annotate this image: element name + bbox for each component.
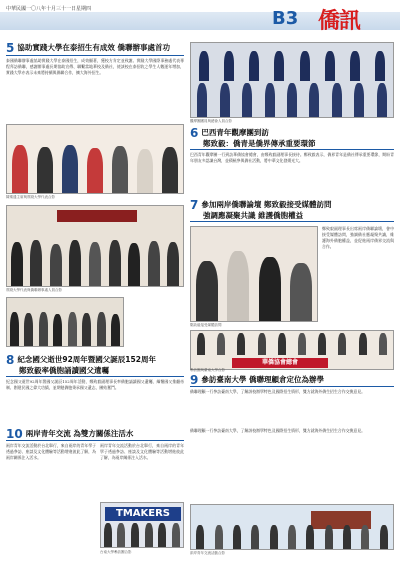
article-7-subtitle: 強調應凝聚共識 維護僑胞權益 <box>203 211 304 220</box>
article-9-headline: 9 參訪臺南大學 僑聯理顧倉定位為辦學 <box>190 372 324 387</box>
store-sign: TMAKERS <box>105 507 181 521</box>
article-9-photo <box>190 504 394 550</box>
article-9-caption: 參訪團與臺南大學合影 <box>190 368 225 372</box>
article-10-caption-2: 兩岸青年交流活動合影 <box>190 551 225 555</box>
article-8-headline: 8 紀念國父逝世92周年暨國父誕辰152周年 <box>6 352 156 367</box>
divider <box>6 55 184 56</box>
article-6-caption: 觀摩團團員與總會人員合影 <box>190 119 232 123</box>
article-5-photo-1 <box>6 124 184 194</box>
article-9-body: 僑聯理顧一行參訪臺南大學，了解該校辦學特色及國際招生情形，雙方就海外僑生招生合作交換意見。 <box>190 389 366 394</box>
masthead-title: 僑訊 <box>318 8 361 34</box>
divider <box>6 376 184 377</box>
article-5-photo-2 <box>6 205 184 287</box>
article-7-caption: 鄭致毅接受媒體訪問 <box>190 323 222 327</box>
event-banner: 華僑協會總會 <box>232 358 328 368</box>
article-6-subtitle: 鄭致毅：僑青是僑界傳承重要環節 <box>203 139 316 148</box>
banner-sign <box>57 210 137 222</box>
article-6-body: 巴西青年觀摩團一行到訪華僑協會總會，由鄭致毅副理事長接待。鄭致毅表示，僑界青年是僑社傳承重要環節，期盼青年朋友多認識台灣，並積極參與僑社活動，將中華文化發揚光大。 <box>190 152 394 164</box>
divider <box>190 386 394 387</box>
article-5-body: 泰國僑聯辦事處協助實踐大學在泰國招生，成效顯著，獲校方肯定並致謝。實踐大學國際事務處代表專程拜訪僑聯，感謝辦事處長期協助宣傳、聯繫當地華校及僑社，使該校在泰招收之學生人數逐年增加，實踐大學亦表示未來將持續與僑聯合作，擴大海外招生。 <box>6 58 184 76</box>
article-10-caption-1: 台南大學參訪團合影 <box>100 550 132 554</box>
page-number: B3 <box>272 8 299 29</box>
article-10-body: 兩岸青年交流活動於台北舉行，來自兩岸的青年學子透過參訪、座談及文化體驗等活動增進彼此了解，為兩岸關係注入活水。 <box>6 443 96 461</box>
article-8-body: 紀念國父逝世92周年暨國父誕辰152周年活動，鄭致毅副理事長率僑胞誦讀國父遺囑，緬懷國父推翻帝制、創建民國之偉大功績，並期勉僑胞秉承國父遺志，團結奮鬥。 <box>6 379 184 391</box>
divider <box>190 149 394 150</box>
article-10-photo-1 <box>100 502 184 548</box>
article-8-subtitle: 鄭致毅率僑胞誦讀國父遺囑 <box>19 366 109 375</box>
divider <box>6 440 184 441</box>
article-9-body-2: 僑聯理顧一行參訪臺南大學，了解該校辦學特色及國際招生情形，雙方就海外僑生招生合作交換意見。 <box>190 428 366 433</box>
article-10-headline: 10 兩岸青年交流 為雙方關係注活水 <box>6 426 134 441</box>
article-5-caption-1: 陳秦通主席與實踐大學代表合影 <box>6 195 55 199</box>
article-6-headline: 6 巴西青年觀摩團到訪 <box>190 125 269 140</box>
article-5-photo-3 <box>6 297 124 347</box>
article-5-headline: 5 協助實踐大學在泰招生有成效 僑聯辦事處首功 <box>6 40 170 55</box>
article-10-body-2: 兩岸青年交流活動於台北舉行，來自兩岸的青年學子透過參訪、座談及文化體驗等活動增進彼此了解，為兩岸關係注入活水。 <box>100 443 184 461</box>
article-7-headline: 7 參加兩岸僑聯論壇 鄭致毅接受媒體訪問 <box>190 197 332 212</box>
article-7-photo <box>190 226 318 322</box>
divider <box>190 221 394 222</box>
dateline: 中華民國一〇八年十月三十一日星期四 <box>6 6 92 12</box>
article-5-caption-2: 實踐大學代表與僑聯辦事處人員合影 <box>6 288 62 292</box>
article-6-photo <box>190 42 394 118</box>
article-7-body: 鄭致毅副理事長出席兩岸僑聯論壇，會中接受媒體訪問，強調僑社應凝聚共識，維護海外僑胞權益，並促進兩岸僑界交流與合作。 <box>322 226 394 250</box>
